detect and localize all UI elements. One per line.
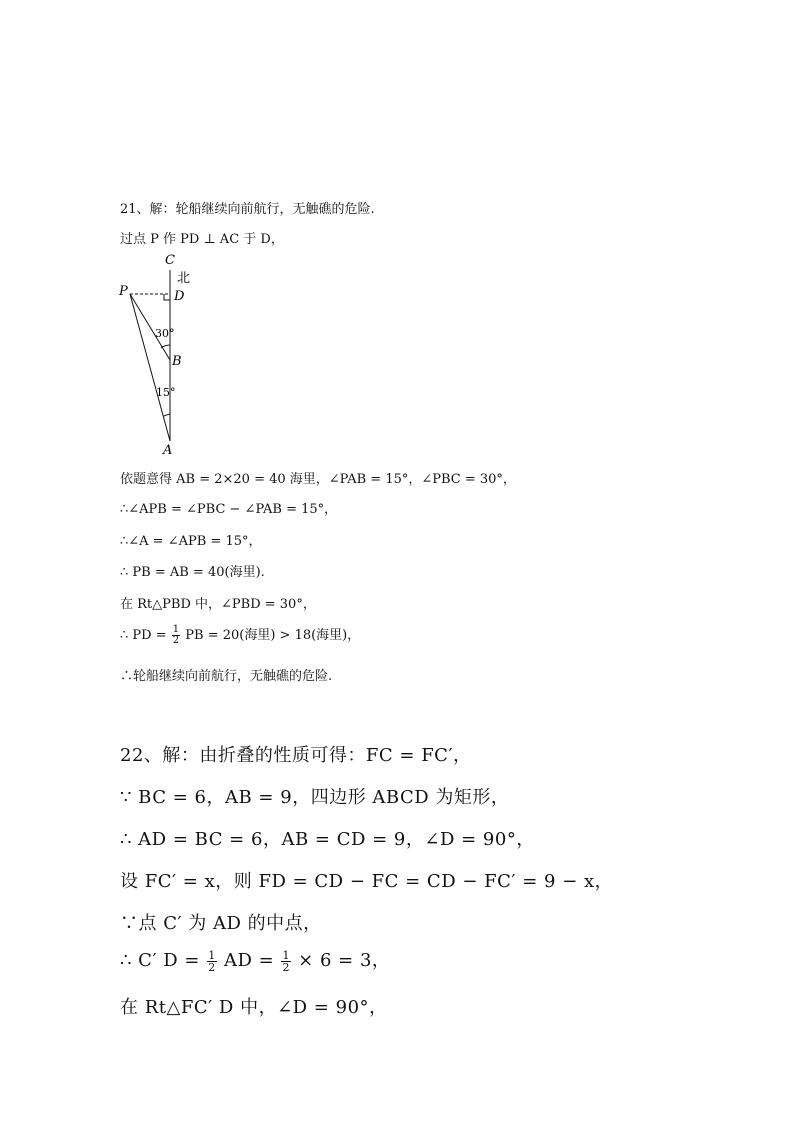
fraction-denominator: 2 [172,635,180,646]
q22-line6 [120,946,390,973]
q21-step2: ∴∠APB = ∠PBC − ∠PAB = 15°， [120,502,338,517]
q21-step3: ∴∠A = ∠APB = 15°， [120,534,262,549]
angle-arc-15 [164,414,170,416]
label-north: 北 [177,271,191,286]
fraction-half [172,625,180,646]
q22-line7: 在 Rt△FC′ D 中，∠D = 90°， [120,997,388,1018]
q21-heading: 21、解：轮船继续向前航行，无触礁的危险. [120,202,375,217]
fraction-denominator: 2 [282,960,290,974]
q21-construct: 过点 P 作 PD ⊥ AC 于 D， [120,232,284,247]
q21-step4: ∴ PB = AB = 40(海里). [120,565,265,580]
segment-pa [130,294,170,441]
q22-line4: 设 FC′ = x，则 FD = CD − FC = CD − FC′ = 9 − x， [120,871,614,892]
fraction-numerator: 1 [208,948,216,962]
label-p: P [119,284,128,299]
label-angle-30: 30° [155,327,175,340]
label-d: D [174,289,185,304]
q21-step6 [120,624,360,646]
q21-step1: 依题意得 AB = 2×20 = 40 海里，∠PAB = 15°，∠PBC = 30°， [120,472,516,487]
label-b: B [172,354,182,369]
fraction-denominator: 2 [208,960,216,974]
label-a: A [163,443,173,458]
q22-heading: 22、解：由折叠的性质可得：FC = FC′， [120,745,472,766]
fraction-half-1 [207,950,217,973]
q22-line2: ∵ BC = 6，AB = 9，四边形 ABCD 为矩形， [120,787,510,808]
q21-step7: ∴轮船继续向前航行，无触礁的危险. [120,669,333,684]
fraction-half-2 [281,950,291,973]
geometry-figure [110,248,210,460]
fraction-numerator: 1 [172,624,180,635]
right-angle-mark [164,294,170,300]
label-c: C [165,253,175,268]
label-angle-15: 15° [156,386,176,399]
q21-step6-pre: ∴ PD = [120,628,167,643]
fraction-numerator: 1 [282,948,290,962]
q22-line6-mid: AD = [223,950,275,971]
q22-line6-post: × 6 = 3， [298,950,391,971]
q22-line5: ∵点 C′ 为 AD 的中点， [120,913,322,934]
q22-line6-pre: ∴ C′ D = [120,950,200,971]
q21-step6-post: PB = 20(海里) > 18(海里)， [185,628,361,643]
q22-line3: ∴ AD = BC = 6，AB = CD = 9，∠D = 90°， [120,829,535,850]
q21-step5: 在 Rt△PBD 中，∠PBD = 30°， [120,597,316,612]
